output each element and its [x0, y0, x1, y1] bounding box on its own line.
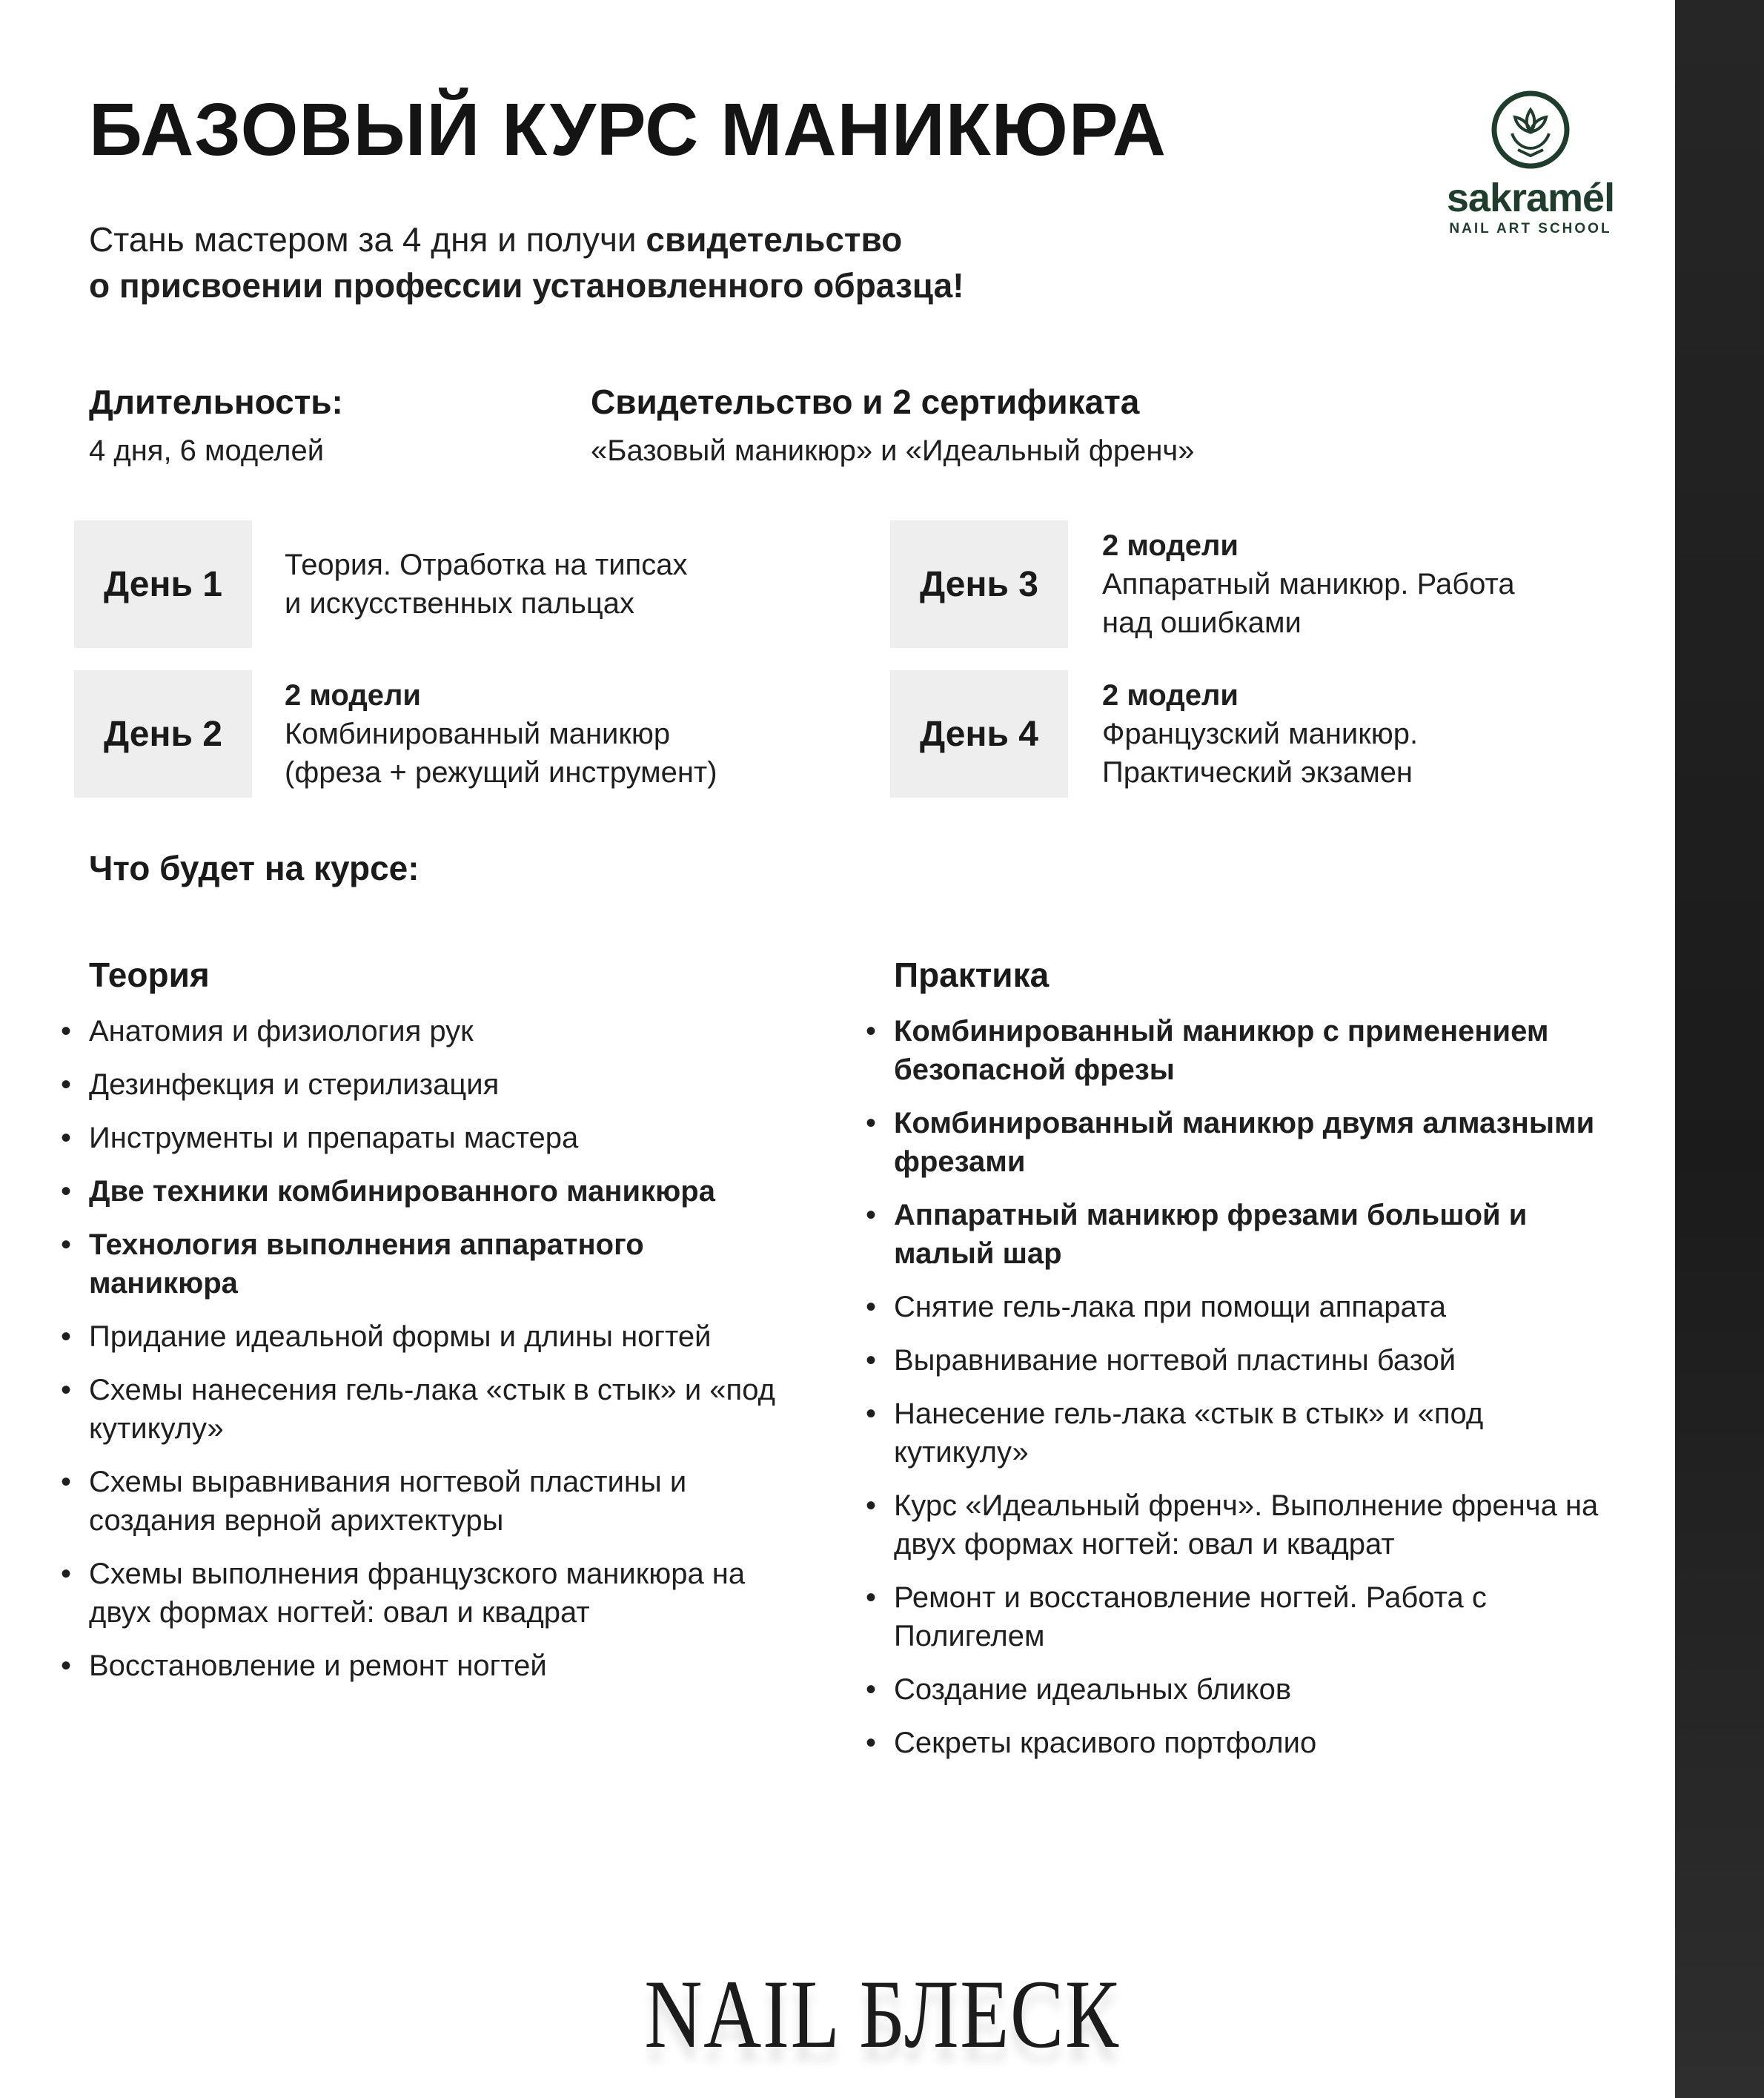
list-item: • Дезинфекция и стерилизация [89, 1065, 800, 1104]
day-card-4 [890, 670, 1668, 798]
logo-brand: sakramél [1446, 176, 1615, 220]
day-badge: День 2 [74, 670, 252, 798]
day-models: 2 модели [1102, 529, 1239, 562]
day-description [1102, 670, 1680, 798]
list-item: • Курс «Идеальный френч». Выполнение френча на двух формах ногтей: овал и квадрат [894, 1486, 1605, 1563]
day-line: Французский маникюр. [1102, 718, 1419, 750]
subtitle-part1: Стань мастером за 4 дня и получи [89, 220, 646, 259]
list-item: • Комбинированный маникюр с применением безопасной фрезы [894, 1012, 1605, 1089]
practice-list [894, 1012, 1605, 1762]
list-item: • Анатомия и физиология рук [89, 1012, 800, 1050]
day-line: Комбинированный маникюр [285, 718, 671, 750]
day-line: (фреза + режущий инструмент) [285, 756, 717, 789]
right-edge-bar [1675, 0, 1764, 2098]
lotus-hand-icon [1490, 89, 1571, 171]
day-line: Практический экзамен [1102, 756, 1413, 789]
list-item: • Нанесение гель-лака «стык в стык» и «под кутикулу» [894, 1394, 1605, 1472]
list-item: • Снятие гель-лака при помощи аппарата [894, 1288, 1605, 1326]
practice-column [894, 953, 1605, 1777]
list-item: • Технология выполнения аппаратного маникюра [89, 1225, 800, 1303]
day-card-3 [890, 520, 1668, 648]
list-item: • Схемы выполнения французского маникюра на двух формах ногтей: овал и квадрат [89, 1555, 800, 1632]
footer-brand-logo: NAIL БЛЕСК [644, 1959, 1120, 2068]
certificates-value: «Базовый маникюр» и «Идеальный френч» [591, 434, 1195, 467]
day-line: Теория. Отработка на типсах [285, 549, 688, 581]
subtitle [89, 216, 1201, 308]
day-models: 2 модели [1102, 679, 1239, 712]
day-line: и искусственных пальцах [285, 587, 634, 620]
day-card-1 [74, 520, 852, 648]
list-item: • Придание идеальной формы и длины ногтей [89, 1317, 800, 1356]
duration-value: 4 дня, 6 моделей [89, 434, 325, 467]
list-item: • Две техники комбинированного маникюра [89, 1172, 800, 1211]
page-title: БАЗОВЫЙ КУРС МАНИКЮРА [89, 88, 1167, 171]
day-line: Аппаратный маникюр. Работа [1102, 568, 1515, 600]
list-item: • Комбинированный маникюр двумя алмазными фрезами [894, 1104, 1605, 1181]
school-logo [1416, 89, 1645, 245]
day-description [1102, 520, 1680, 648]
list-item: • Ремонт и восстановление ногтей. Работа с Полигелем [894, 1578, 1605, 1655]
day-badge: День 1 [74, 520, 252, 648]
course-heading: Что будет на курсе: [89, 849, 420, 887]
list-item: • Схемы выравнивания ногтевой пластины и создания верной арихтектуры [89, 1463, 800, 1540]
day-models: 2 модели [285, 679, 421, 712]
day-card-2 [74, 670, 852, 798]
subtitle-line2: о присвоении профессии установленного образца! [89, 266, 964, 305]
list-item: • Схемы нанесения гель-лака «стык в стык» и «под кутикулу» [89, 1371, 800, 1448]
subtitle-bold: свидетельство [646, 220, 903, 259]
duration-block [89, 380, 343, 470]
duration-label: Длительность: [89, 383, 343, 421]
day-line: над ошибками [1102, 606, 1302, 639]
day-badge: День 4 [890, 670, 1068, 798]
list-item: • Секреты красивого портфолио [894, 1724, 1605, 1762]
day-description [285, 670, 863, 798]
certificates-block [591, 380, 1195, 470]
list-item: • Восстановление и ремонт ногтей [89, 1647, 800, 1685]
list-item: • Инструменты и препараты мастера [89, 1119, 800, 1157]
day-badge: День 3 [890, 520, 1068, 648]
list-item: • Выравнивание ногтевой пластины базой [894, 1341, 1605, 1380]
list-item: • Создание идеальных бликов [894, 1670, 1605, 1709]
theory-column [89, 953, 800, 1700]
theory-list [89, 1012, 800, 1685]
day-description [285, 520, 863, 648]
theory-title: Теория [89, 956, 210, 994]
certificates-label: Свидетельство и 2 сертификата [591, 383, 1140, 421]
logo-tagline: NAIL ART SCHOOL [1449, 221, 1612, 236]
practice-title: Практика [894, 956, 1050, 994]
list-item: • Аппаратный маникюр фрезами большой и малый шар [894, 1196, 1605, 1273]
